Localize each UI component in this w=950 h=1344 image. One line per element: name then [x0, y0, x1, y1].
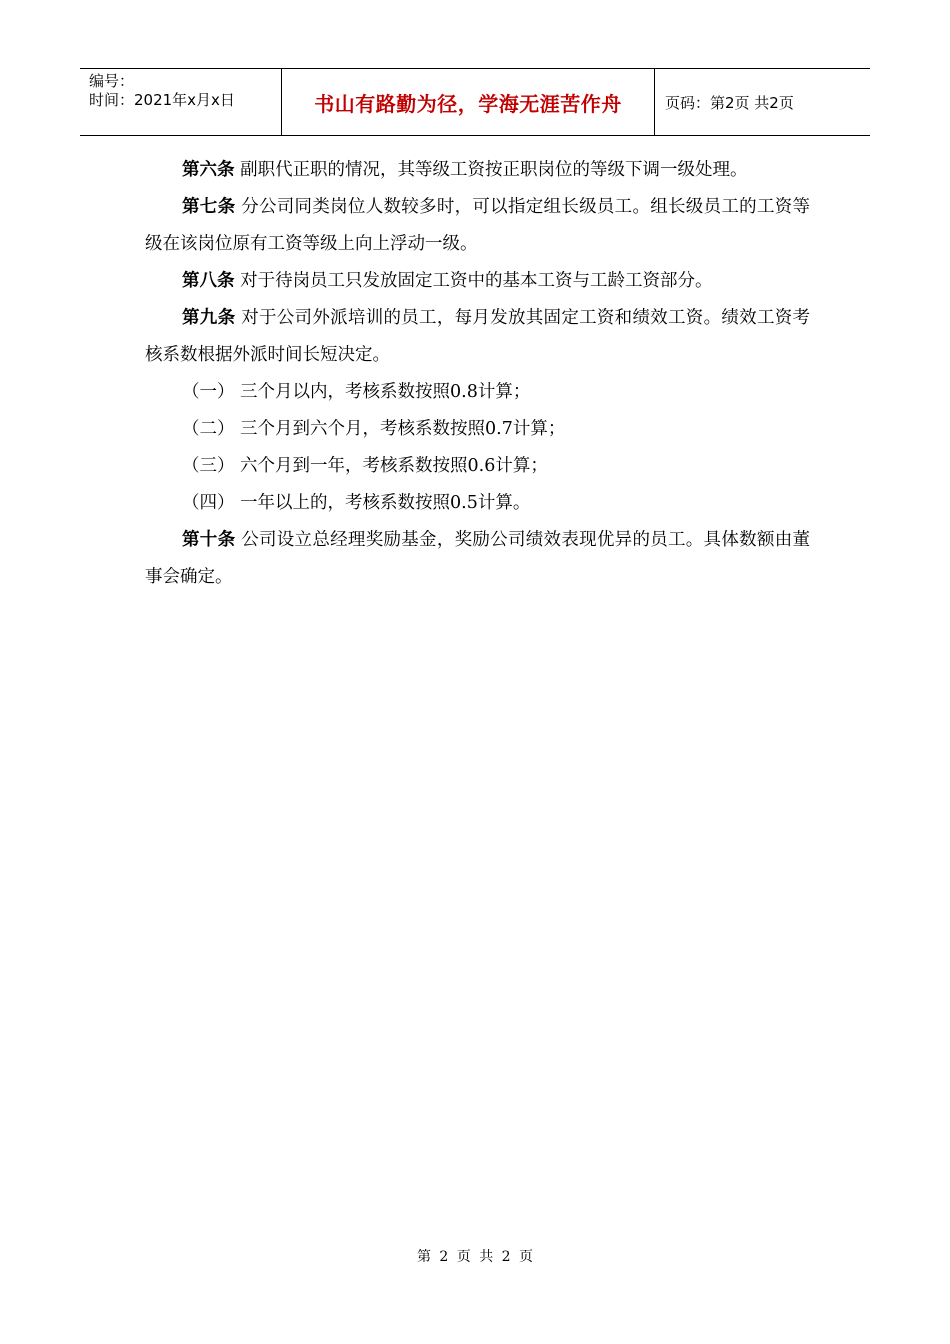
list-item [145, 485, 810, 522]
article-text: 副职代正职的情况，其等级工资按正职岗位的等级下调一级处理。 [234, 160, 748, 180]
list-item-number: （三） [182, 456, 235, 476]
article-text: 对于公司外派培训的员工，每月发放其固定工资和绩效工资。绩效工资考核系数根据外派时间长短决定。 [145, 308, 811, 365]
article-9 [145, 300, 810, 374]
list-item [145, 411, 810, 448]
list-item-text: 三个月到六个月，考核系数按照0.7计算； [240, 419, 566, 439]
list-item-number: （四） [182, 493, 235, 513]
page-footer: 第 2 页 共 2 页 [416, 1249, 534, 1265]
list-item [145, 448, 810, 485]
article-title: 第七条 [182, 197, 236, 217]
header-meta [80, 69, 282, 135]
article-6 [145, 152, 810, 189]
header-page-number: 页码：第2页 共2页 [665, 93, 794, 112]
document-header [80, 68, 870, 136]
article-title: 第九条 [182, 308, 236, 328]
document-body [145, 152, 810, 596]
article-8 [145, 263, 810, 300]
list-item-number: （二） [182, 419, 235, 439]
list-item-number: （一） [182, 382, 235, 402]
list-item-text: 一年以上的，考核系数按照0.5计算。 [240, 493, 531, 513]
article-title: 第六条 [182, 160, 235, 180]
article-title: 第八条 [182, 271, 235, 291]
header-motto: 书山有路勤为径，学海无涯苦作舟 [282, 69, 655, 135]
article-7 [145, 189, 810, 263]
time-label: 时间：2021年x月x日 [89, 91, 235, 109]
article-text: 对于待岗员工只发放固定工资中的基本工资与工龄工资部分。 [234, 271, 713, 291]
article-title: 第十条 [182, 530, 236, 550]
list-item-text: 六个月到一年，考核系数按照0.6计算； [240, 456, 548, 476]
article-text: 公司设立总经理奖励基金，奖励公司绩效表现优异的员工。具体数额由董事会确定。 [145, 530, 811, 587]
list-item [145, 374, 810, 411]
article-text: 分公司同类岗位人数较多时，可以指定组长级员工。组长级员工的工资等级在该岗位原有工资等级上向上浮动一级。 [145, 197, 811, 254]
list-item-text: 三个月以内，考核系数按照0.8计算； [240, 382, 531, 402]
number-label: 编号： [89, 72, 135, 90]
article-10 [145, 522, 810, 596]
